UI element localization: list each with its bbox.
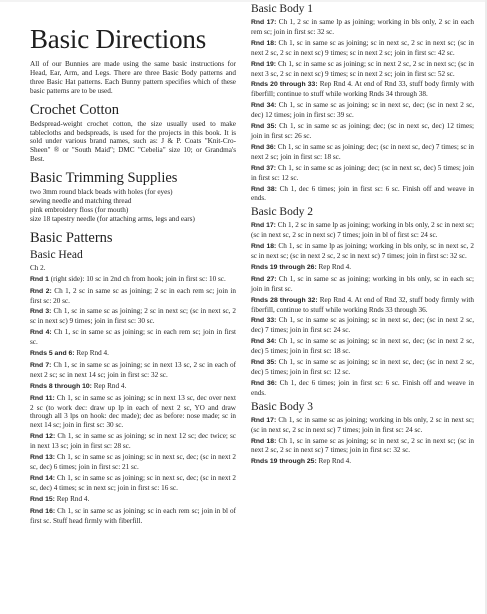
instruction-row — [251, 263, 474, 273]
instruction-row — [251, 242, 474, 261]
round-text: Rep Rnd 4. — [74, 349, 109, 358]
supply-item: two 3mm round black beads with holes (for eyes) — [30, 188, 173, 197]
round-text: Ch 1, sc in same sc as joining; sc in each rem sc; join in first sc. — [30, 328, 236, 347]
instruction-row — [251, 437, 474, 456]
round-text: Ch 1, sc in same sc as joining; sc in next 12 sc; dec twice; sc in next 13 sc; join in first sc: 28 sc. — [30, 432, 236, 451]
round-label: Rnd 19: — [251, 60, 277, 68]
instruction-row — [251, 275, 474, 294]
basic-body-3-heading: Basic Body 3 — [251, 400, 313, 413]
round-label: Rnd 17: — [251, 416, 277, 424]
round-label: Rnds 8 through 10: — [30, 382, 92, 390]
instruction-row — [30, 474, 236, 493]
instruction-row — [30, 361, 236, 380]
round-label: Rnd 35: — [251, 359, 277, 367]
instruction-row — [251, 122, 474, 141]
instruction-row — [251, 18, 474, 37]
basic-body-2-rows — [251, 221, 474, 397]
basic-body-1-rows — [251, 18, 474, 203]
supply-item: size 18 tapestry needle (for attaching arms, legs and ears) — [30, 214, 195, 223]
round-label: Rnd 14: — [30, 474, 56, 482]
basic-body-3-rows — [251, 416, 474, 468]
instruction-row — [251, 143, 474, 162]
instruction-row — [30, 275, 236, 285]
round-text: Ch 1, sc in same sc as joining; sc in next sc, 2 sc in next sc; (sc in next 2 sc, 2 sc in next sc) 9 times; sc in next 2 sc; join in first sc: 42 sc. — [251, 38, 474, 57]
round-label: Rnd 34: — [251, 102, 277, 110]
round-label: Rnd 1 — [30, 275, 49, 283]
round-label: Rnd 27: — [251, 275, 277, 283]
round-label: Rnd 17: — [251, 19, 277, 26]
round-text: Ch 1, sc in same sc as joining; sc in next sc, dec; (sc in next 2 sc, dec) 4 times; sc in next sc; join in first sc: 16 sc. — [30, 473, 236, 492]
round-label: Rnd 36: — [251, 379, 277, 387]
round-label: Rnd 36: — [251, 143, 276, 151]
basic-head-rows — [30, 275, 236, 526]
instruction-row — [251, 358, 474, 377]
round-text: Ch 1, 2 sc in same lp as joining; working in bls only, 2 sc in each rem sc; join in first sc: 32 sc. — [251, 18, 474, 36]
round-label: Rnd 33: — [251, 317, 277, 325]
instruction-row — [251, 185, 474, 204]
instruction-row — [251, 164, 474, 183]
round-text: Rep Rnd 4. At end of Rnd 33, stuff body firmly with fiberfill; continue to stuff while working Rnds 34 through 38. — [251, 80, 474, 99]
round-label: Rnd 38: — [251, 185, 277, 193]
left-column — [30, 0, 236, 527]
round-text: Ch 1, sc in same sc as joining; sc in next sc, dec; (sc in next 2 sc, dec) 5 times; join in first sc: 18 sc. — [251, 337, 474, 356]
crochet-cotton-text: Bedspread-weight crochet cotton, the size usually used to make tablecloths and bedspreads, is used for the projects in this book. It is sold under various brand names, such as: J & P. Coats "Knit-Cro-Sheen" ® or "South Maid"; DMC "Cebelia" size 10; or Grandma's Best. — [30, 119, 236, 164]
basic-patterns-heading: Basic Patterns — [30, 229, 113, 246]
instruction-row — [251, 296, 474, 315]
round-label: Rnds 19 through 25: — [251, 458, 317, 466]
round-label: Rnd 18: — [251, 39, 277, 47]
instruction-row — [251, 101, 474, 120]
trimming-supplies-heading: Basic Trimming Supplies — [30, 170, 178, 187]
round-label: Rnd 12: — [30, 433, 56, 441]
round-label: Rnd 17: — [251, 222, 276, 230]
right-column — [251, 3, 474, 469]
round-text: Ch 1, sc in same sc as joining; sc in next sc, dec; (sc in next 2 sc, dec) 5 times; join in first sc: 12 sc. — [251, 358, 474, 376]
round-label: Rnd 35: — [251, 123, 277, 131]
round-label: Rnd 3: — [30, 308, 52, 316]
round-label: Rnds 20 through 33: — [251, 81, 318, 89]
page-title: Basic Directions — [30, 24, 207, 54]
instruction-row — [251, 416, 474, 435]
round-label: Rnd 4: — [30, 329, 52, 337]
round-label: Rnds 5 and 6: — [30, 350, 75, 358]
round-text: Ch 1, sc in same sc as joining; sc in next sc, 2 sc in next sc; (sc in next 2 sc, 2 sc in next sc) 7 times; join in first sc: 32 sc. — [251, 436, 474, 455]
round-label: Rnds 28 through 32: — [251, 296, 318, 304]
round-label: Rnd 2: — [30, 287, 52, 295]
instruction-row — [30, 307, 236, 326]
instruction-row — [30, 453, 236, 472]
round-text: Ch 1, 2 sc in same sc as joining; 2 sc in each rem sc; join in first sc: 20 sc. — [30, 286, 236, 305]
round-text: Ch 1, sc in same sc as joining; sc in next sc, dec; (sc in next 2 sc, dec) 7 times; join in first sc: 24 sc. — [251, 316, 474, 335]
instruction-row — [30, 328, 236, 347]
instruction-row — [30, 394, 236, 431]
round-text: Ch 1, sc in same sc as joining; working in bls only, sc in each sc; join in first sc. — [251, 274, 474, 293]
instruction-row — [30, 507, 236, 526]
round-text: Ch 1, sc in same sc as joining; sc in next 13 sc, 2 sc in each of next 2 sc; sc in next 14 sc; join in first sc: 32 sc. — [30, 360, 236, 379]
instruction-row — [251, 379, 474, 398]
round-label: Rnd 15: — [30, 495, 55, 503]
round-text: Ch 1, sc in same sc as joining; sc in next 2 sc, 2 sc in next sc; (sc in next 3 sc, 2 sc in next sc) 9 times; sc in next 2 sc; join in first sc: 52 sc. — [251, 59, 474, 78]
round-text: Ch 1, sc in same sc as joining; sc in each rem sc; join in bl of first sc. Stuff head firmly with fiberfill. — [30, 506, 236, 525]
round-label: Rnd 16: — [30, 507, 56, 515]
round-label: Rnd 37: — [251, 164, 277, 172]
round-text: Rep Rnd 4. — [91, 381, 127, 390]
intro-paragraph: All of our Bunnies are made using the same basic instructions for Head, Ear, Arm, and Legs. There are three Basic Body patterns and three Basic Hat patterns. Each Bunny pattern specifies which of these basic patterns are to be used. — [30, 60, 236, 95]
basic-head-heading: Basic Head — [30, 248, 83, 261]
round-text: Rep Rnd 4. — [316, 262, 352, 271]
instruction-row — [30, 349, 236, 359]
instruction-row — [251, 80, 474, 99]
round-text: Ch 1, sc in same lp as joining; working in bls only, sc in next sc, 2 sc in next sc; (sc in next 2 sc, 2 sc in next sc) 7 times; join in first sc: 32 sc. — [251, 242, 474, 261]
basic-body-1-heading: Basic Body 1 — [251, 3, 313, 15]
round-text: Ch 1, sc in same sc as joining; sc in next sc, dec; (sc in next 2 sc, dec) 6 times; join in first sc: 21 sc. — [30, 453, 236, 471]
instruction-row — [30, 495, 236, 505]
round-text: (right side): 10 sc in 2nd ch from hook; join in first sc: 10 sc. — [48, 274, 226, 283]
supply-item: sewing needle and matching thread — [30, 197, 132, 206]
round-text: Ch 1, sc in same sc as joining; dec; (sc in next sc, dec) 5 times; join in first sc: 12 sc. — [251, 163, 474, 182]
round-label: Rnd 18: — [251, 437, 277, 445]
round-text: Ch 1, dec 6 times; join in first sc: 6 sc. Finish off and weave in ends. — [251, 184, 474, 203]
instruction-row — [251, 316, 474, 335]
instruction-row — [251, 39, 474, 58]
basic-body-2-heading: Basic Body 2 — [251, 206, 313, 219]
round-label: Rnd 11: — [30, 394, 55, 402]
round-text: Ch 1, sc in same sc as joining; sc in next sc, dec; (sc in next 2 sc, dec) 12 times; join in first sc: 39 sc. — [251, 101, 474, 120]
round-text: Rep Rnd 4. — [54, 494, 90, 503]
round-text: Ch 1, sc in same sc as joining; sc in next 13 sc, dec over next 2 sc (to work dec: draw up lp in each of next 2 sc, YO and draw through all 3 lps on hook: dec made); dec as before: nose made; sc in next 14 sc; join in first sc: 30 sc. — [30, 393, 236, 430]
round-text: Rep Rnd 4. At end of Rnd 32, stuff body firmly with fiberfill, continue to stuff while working Rnds 33 through 36. — [251, 295, 474, 314]
round-label: Rnd 13: — [30, 454, 56, 462]
supply-item: pink embroidery floss (for mouth) — [30, 205, 129, 214]
round-text: Ch 1, sc in same sc as joining; dec; (sc in next sc, dec) 7 times; sc in next 2 sc; join in first sc: 18 sc. — [251, 142, 474, 161]
round-text: Ch 1, sc in same sc as joining; dec; (sc in next sc, dec) 12 times; join in first sc: 26 sc. — [251, 122, 474, 140]
instruction-row — [30, 432, 236, 451]
instruction-row — [251, 457, 474, 467]
round-text: Ch 1, 2 sc in same lp as joining; working in bls only, 2 sc in next sc; (sc in next sc, 2 sc in next sc) 7 times; join in bl of first sc: 24 sc. — [251, 221, 474, 240]
basic-head-start: Ch 2. — [30, 263, 46, 272]
crochet-cotton-heading: Crochet Cotton — [30, 101, 120, 118]
round-label: Rnds 19 through 26: — [251, 263, 317, 271]
instruction-row — [251, 221, 474, 240]
round-text: Rep Rnd 4. — [316, 457, 352, 466]
round-label: Rnd 18: — [251, 243, 277, 251]
round-text: Ch 1, sc in same sc as joining; working in bls only, 2 sc in next sc; (sc in next sc, 2 sc in next sc) 7 times; join in first sc: 24 sc. — [251, 415, 474, 434]
round-text: Ch 1, dec 6 times; join in first sc: 6 sc. Finish off and weave in ends. — [251, 378, 474, 397]
round-text: Ch 1, sc in same sc as joining; 2 sc in next sc; (sc in next sc, 2 sc in next sc) 9 times; join in first sc: 30 sc. — [30, 307, 236, 326]
round-label: Rnd 34: — [251, 338, 277, 346]
round-label: Rnd 7: — [30, 361, 52, 369]
instruction-row — [30, 287, 236, 306]
instruction-row — [251, 60, 474, 79]
instruction-row — [251, 337, 474, 356]
instruction-row — [30, 382, 236, 392]
